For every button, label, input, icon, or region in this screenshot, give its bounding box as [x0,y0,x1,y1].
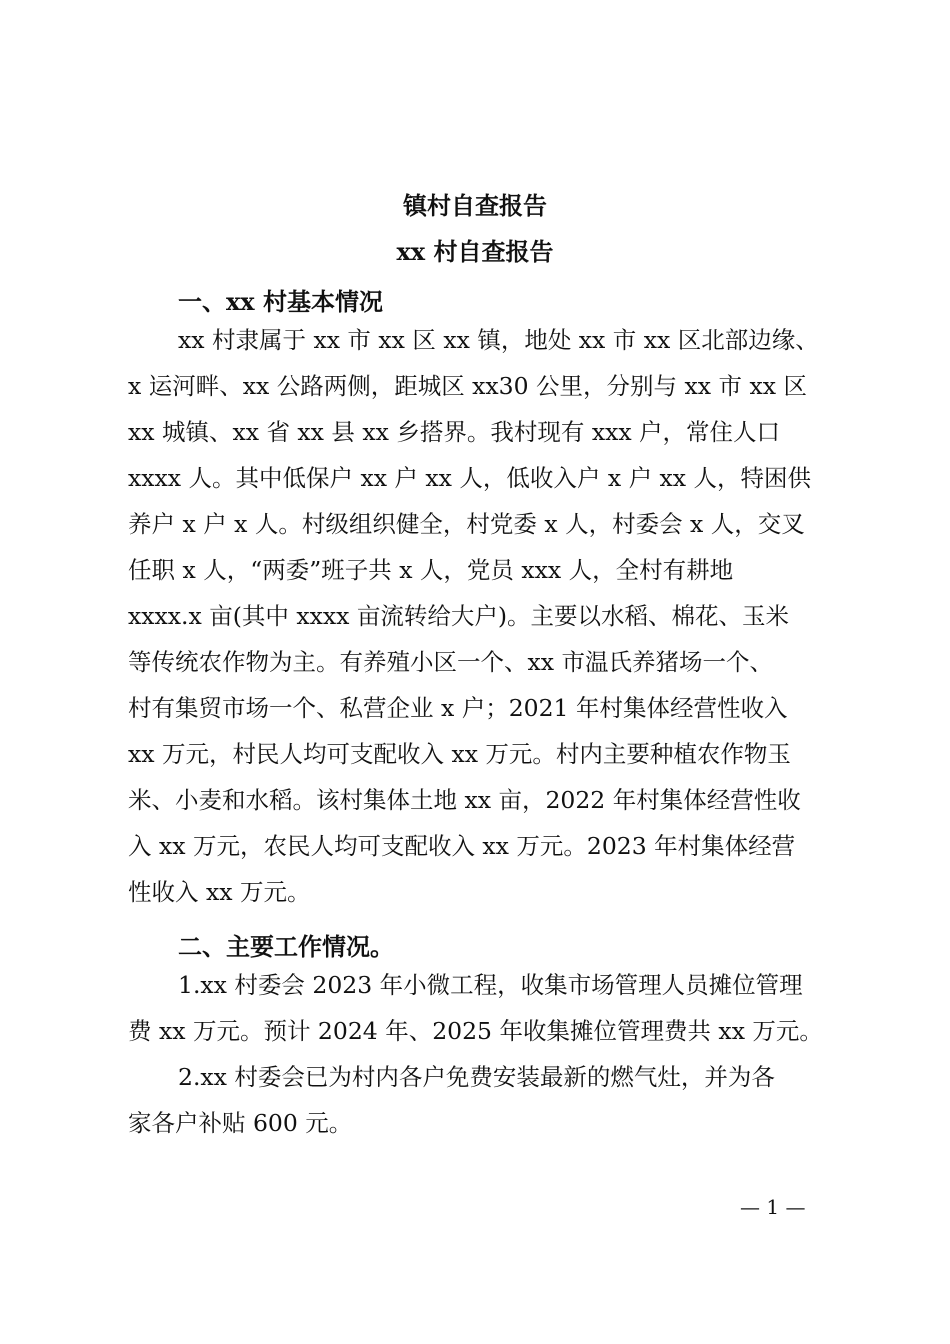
paragraph-line: xxxx.x 亩(其中 xxxx 亩流转给大户)。主要以水稻、棉花、玉米 [128,602,789,630]
paragraph-line: 等传统农作物为主。有养殖小区一个、xx 市温氏养猪场一个、 [128,648,773,676]
paragraph-line: 1.xx 村委会 2023 年小微工程，收集市场管理人员摊位管理 [178,971,803,999]
paragraph-line: xx 村隶属于 xx 市 xx 区 xx 镇，地处 xx 市 xx 区北部边缘、 [178,326,819,354]
paragraph-line: 性收入 xx 万元。 [128,878,311,906]
document-title: 镇村自查报告 [403,191,547,220]
paragraph-line: 任职 x 人，“两委”班子共 x 人，党员 xxx 人，全村有耕地 [128,556,734,584]
paragraph-line: 养户 x 户 x 人。村级组织健全，村党委 x 人，村委会 x 人，交叉 [128,510,805,538]
paragraph-line: 村有集贸市场一个、私营企业 x 户；2021 年村集体经营性收入 [128,694,788,722]
paragraph-line: 家各户补贴 600 元。 [128,1109,353,1137]
section-heading-basic-info: 一、xx 村基本情况 [178,287,383,316]
section-heading-main-work: 二、主要工作情况。 [178,932,394,961]
paragraph-line: 入 xx 万元，农民人均可支配收入 xx 万元。2023 年村集体经营 [128,832,796,860]
page-number: — 1 — [740,1195,806,1219]
paragraph-line: x 运河畔、xx 公路两侧，距城区 xx30 公里，分别与 xx 市 xx 区 [128,372,807,400]
paragraph-line: xx 万元，村民人均可支配收入 xx 万元。村内主要种植农作物玉 [128,740,791,768]
paragraph-line: 2.xx 村委会已为村内各户免费安装最新的燃气灶，并为各 [178,1063,775,1091]
paragraph-line: xxxx 人。其中低保户 xx 户 xx 人，低收入户 x 户 xx 人，特困供 [128,464,812,492]
paragraph-line: xx 城镇、xx 省 xx 县 xx 乡搭界。我村现有 xxx 户，常住人口 [128,418,781,446]
report-subtitle: xx 村自查报告 [396,237,554,266]
paragraph-line: 费 xx 万元。预计 2024 年、2025 年收集摊位管理费共 xx 万元。 [128,1017,823,1045]
paragraph-line: 米、小麦和水稻。该村集体土地 xx 亩，2022 年村集体经营性收 [128,786,801,814]
